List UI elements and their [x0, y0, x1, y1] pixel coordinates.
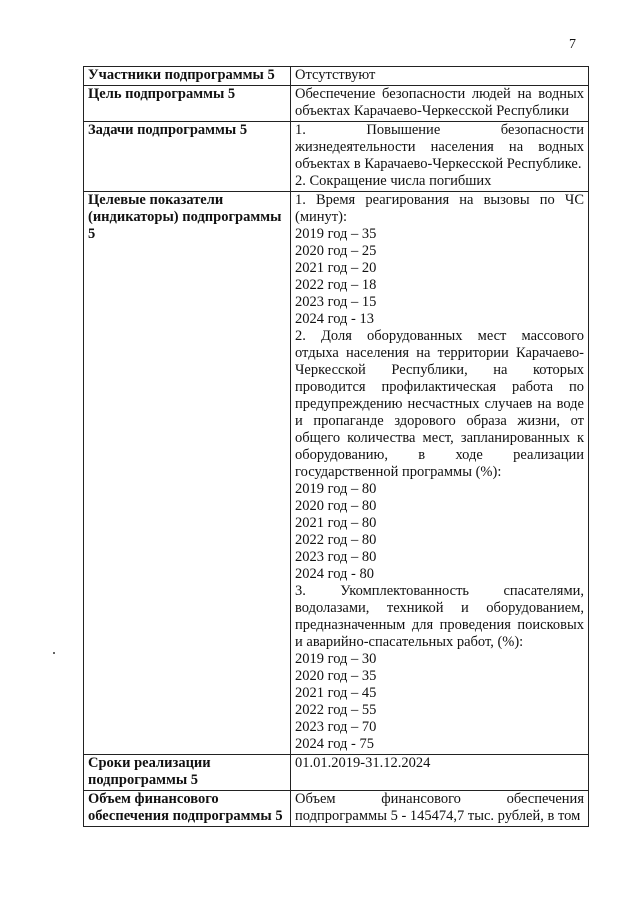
value-line: 2022 год – 55: [295, 702, 377, 718]
row-label: Задачи подпрограммы 5: [84, 122, 291, 192]
row-label: Цель подпрограммы 5: [84, 86, 291, 122]
row-value: [291, 67, 589, 86]
value-line: 2024 год - 80: [295, 566, 374, 582]
page-number: 7: [569, 37, 576, 52]
row-label: Целевые показатели (индикаторы) подпрограммы 5: [84, 192, 291, 755]
value-line: 2019 год – 80: [295, 481, 377, 497]
value-line: 2019 год – 35: [295, 226, 377, 242]
value-line: 2024 год - 75: [295, 736, 374, 752]
table-row: [84, 755, 589, 791]
value-line: 2023 год – 80: [295, 549, 377, 565]
table-row: [84, 791, 589, 827]
value-line: 3. Укомплектованность спасателями, водолазами, техникой и оборудованием, предназначенным для проведения поисковых и аварийно-спасательных работ, (%):: [295, 583, 584, 650]
row-value: [291, 791, 589, 827]
row-value: [291, 122, 589, 192]
value-line: 2021 год – 45: [295, 685, 377, 701]
value-line: 2022 год – 80: [295, 532, 377, 548]
row-value: [291, 192, 589, 755]
value-line: 2. Доля оборудованных мест массового отдыха населения на территории Карачаево-Черкесской Республики, на которых проводится профилактическая работа по предупреждению несчастных случаев на воде и пропаганде здорового образа жизни, от общего количества мест, запланированных к оборудованию, в ходе реализации государственной программы (%):: [295, 328, 584, 480]
value-line: 2020 год – 80: [295, 498, 377, 514]
value-line: 2023 год – 70: [295, 719, 377, 735]
row-value: [291, 755, 589, 791]
table-row: [84, 67, 589, 86]
value-line: 2022 год – 18: [295, 277, 377, 293]
value-line: 2021 год – 20: [295, 260, 377, 276]
value-line: 2021 год – 80: [295, 515, 377, 531]
table-row: [84, 122, 589, 192]
row-label: Сроки реализации подпрограммы 5: [84, 755, 291, 791]
row-value: [291, 86, 589, 122]
value-line: 01.01.2019-31.12.2024: [295, 755, 431, 771]
value-line: 2023 год – 15: [295, 294, 377, 310]
value-line: Обеспечение безопасности людей на водных объектах Карачаево-Черкесской Республики: [295, 86, 584, 119]
value-line: Объем финансового обеспечения подпрограммы 5 - 145474,7 тыс. рублей, в том: [295, 791, 584, 824]
value-line: Отсутствуют: [295, 67, 376, 83]
value-line: 2. Сокращение числа погибших: [295, 173, 492, 189]
value-line: 2020 год – 35: [295, 668, 377, 684]
row-label: Участники подпрограммы 5: [84, 67, 291, 86]
table-row: [84, 192, 589, 755]
value-line: 1. Повышение безопасности жизнедеятельности населения на водных объектах в Карачаево-Черкесской Республике.: [295, 122, 584, 172]
row-label: Объем финансового обеспечения подпрограммы 5: [84, 791, 291, 827]
table-row: [84, 86, 589, 122]
value-line: 2019 год – 30: [295, 651, 377, 667]
scan-speck: [53, 652, 55, 654]
subprogram-passport-table: [83, 66, 589, 827]
value-line: 2020 год – 25: [295, 243, 377, 259]
value-line: 2024 год - 13: [295, 311, 374, 327]
value-line: 1. Время реагирования на вызовы по ЧС (минут):: [295, 192, 584, 225]
